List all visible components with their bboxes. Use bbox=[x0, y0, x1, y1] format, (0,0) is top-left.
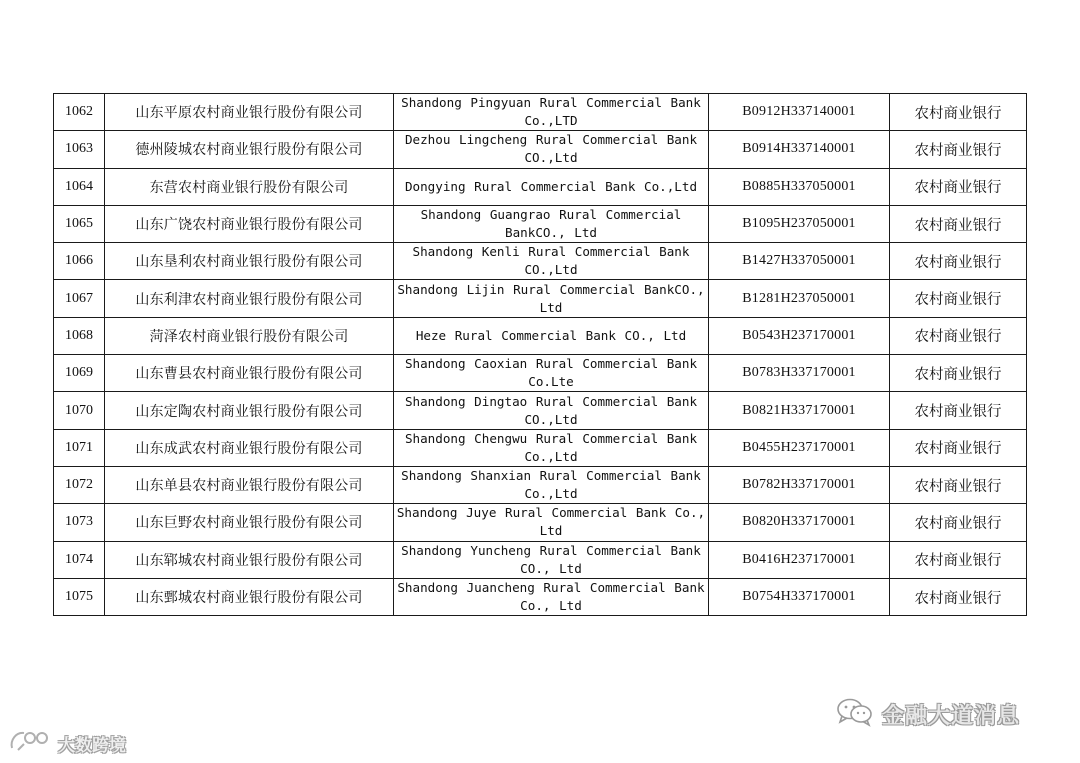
institution-code: B0455H237170001 bbox=[709, 429, 890, 466]
english-name: Dongying Rural Commercial Bank Co.,Ltd bbox=[394, 168, 709, 205]
watermark-brand bbox=[8, 728, 126, 758]
row-number: 1063 bbox=[54, 131, 105, 168]
row-number: 1069 bbox=[54, 355, 105, 392]
institution-code: B0783H337170001 bbox=[709, 355, 890, 392]
english-name: Shandong Juye Rural Commercial Bank Co., Ltd bbox=[394, 504, 709, 541]
institution-type: 农村商业银行 bbox=[890, 429, 1027, 466]
institution-type: 农村商业银行 bbox=[890, 205, 1027, 242]
english-name: Shandong Guangrao Rural Commercial BankCO., Ltd bbox=[394, 205, 709, 242]
chinese-name: 山东曹县农村商业银行股份有限公司 bbox=[105, 355, 394, 392]
institution-type: 农村商业银行 bbox=[890, 168, 1027, 205]
institution-code: B0821H337170001 bbox=[709, 392, 890, 429]
row-number: 1067 bbox=[54, 280, 105, 317]
chinese-name: 东营农村商业银行股份有限公司 bbox=[105, 168, 394, 205]
table-row bbox=[54, 94, 1027, 131]
table-row bbox=[54, 466, 1027, 503]
row-number: 1073 bbox=[54, 504, 105, 541]
english-name: Shandong Kenli Rural Commercial Bank CO.,Ltd bbox=[394, 243, 709, 280]
row-number: 1072 bbox=[54, 466, 105, 503]
institution-type: 农村商业银行 bbox=[890, 504, 1027, 541]
row-number: 1074 bbox=[54, 541, 105, 578]
institution-type: 农村商业银行 bbox=[890, 131, 1027, 168]
table-row bbox=[54, 504, 1027, 541]
table-row bbox=[54, 280, 1027, 317]
institution-code: B0820H337170001 bbox=[709, 504, 890, 541]
table-row bbox=[54, 205, 1027, 242]
row-number: 1062 bbox=[54, 94, 105, 131]
chinese-name: 菏泽农村商业银行股份有限公司 bbox=[105, 317, 394, 354]
english-name: Shandong Caoxian Rural Commercial Bank Co.Lte bbox=[394, 355, 709, 392]
institution-type: 农村商业银行 bbox=[890, 243, 1027, 280]
chinese-name: 山东成武农村商业银行股份有限公司 bbox=[105, 429, 394, 466]
english-name: Shandong Yuncheng Rural Commercial Bank CO., Ltd bbox=[394, 541, 709, 578]
institution-type: 农村商业银行 bbox=[890, 466, 1027, 503]
chinese-name: 山东平原农村商业银行股份有限公司 bbox=[105, 94, 394, 131]
english-name: Shandong Pingyuan Rural Commercial Bank Co.,LTD bbox=[394, 94, 709, 131]
chinese-name: 山东垦利农村商业银行股份有限公司 bbox=[105, 243, 394, 280]
english-name: Shandong Lijin Rural Commercial BankCO., Ltd bbox=[394, 280, 709, 317]
chinese-name: 山东巨野农村商业银行股份有限公司 bbox=[105, 504, 394, 541]
table-row bbox=[54, 429, 1027, 466]
bank-table bbox=[53, 93, 1027, 616]
watermark-right-text: 金融大道消息 bbox=[882, 703, 1021, 729]
chinese-name: 德州陵城农村商业银行股份有限公司 bbox=[105, 131, 394, 168]
row-number: 1071 bbox=[54, 429, 105, 466]
institution-code: B0543H237170001 bbox=[709, 317, 890, 354]
institution-code: B0782H337170001 bbox=[709, 466, 890, 503]
institution-type: 农村商业银行 bbox=[890, 578, 1027, 615]
institution-code: B1095H237050001 bbox=[709, 205, 890, 242]
institution-type: 农村商业银行 bbox=[890, 541, 1027, 578]
english-name: Heze Rural Commercial Bank CO., Ltd bbox=[394, 317, 709, 354]
chinese-name: 山东利津农村商业银行股份有限公司 bbox=[105, 280, 394, 317]
english-name: Shandong Shanxian Rural Commercial Bank Co.,Ltd bbox=[394, 466, 709, 503]
table-row bbox=[54, 578, 1027, 615]
row-number: 1070 bbox=[54, 392, 105, 429]
chinese-name: 山东定陶农村商业银行股份有限公司 bbox=[105, 392, 394, 429]
institution-code: B0754H337170001 bbox=[709, 578, 890, 615]
english-name: Shandong Chengwu Rural Commercial Bank Co.,Ltd bbox=[394, 429, 709, 466]
row-number: 1075 bbox=[54, 578, 105, 615]
chinese-name: 山东郓城农村商业银行股份有限公司 bbox=[105, 541, 394, 578]
institution-code: B0416H237170001 bbox=[709, 541, 890, 578]
table-row bbox=[54, 355, 1027, 392]
row-number: 1068 bbox=[54, 317, 105, 354]
chinese-name: 山东单县农村商业银行股份有限公司 bbox=[105, 466, 394, 503]
chinese-name: 山东鄄城农村商业银行股份有限公司 bbox=[105, 578, 394, 615]
table-row bbox=[54, 131, 1027, 168]
institution-type: 农村商业银行 bbox=[890, 355, 1027, 392]
institution-code: B1281H237050001 bbox=[709, 280, 890, 317]
table-row bbox=[54, 243, 1027, 280]
institution-type: 农村商业银行 bbox=[890, 317, 1027, 354]
row-number: 1066 bbox=[54, 243, 105, 280]
english-name: Dezhou Lingcheng Rural Commercial Bank CO.,Ltd bbox=[394, 131, 709, 168]
table-row bbox=[54, 168, 1027, 205]
watermark-left-text: 大数跨境 bbox=[58, 735, 126, 756]
row-number: 1064 bbox=[54, 168, 105, 205]
chinese-name: 山东广饶农村商业银行股份有限公司 bbox=[105, 205, 394, 242]
watermark-wechat bbox=[836, 697, 1020, 731]
institution-code: B0885H337050001 bbox=[709, 168, 890, 205]
row-number: 1065 bbox=[54, 205, 105, 242]
wechat-icon bbox=[836, 697, 874, 731]
institution-type: 农村商业银行 bbox=[890, 392, 1027, 429]
institution-type: 农村商业银行 bbox=[890, 94, 1027, 131]
institution-code: B0912H337140001 bbox=[709, 94, 890, 131]
bank-table-body bbox=[54, 94, 1027, 616]
brand-logo-icon bbox=[8, 728, 52, 758]
institution-code: B0914H337140001 bbox=[709, 131, 890, 168]
table-row bbox=[54, 541, 1027, 578]
institution-code: B1427H337050001 bbox=[709, 243, 890, 280]
table-row bbox=[54, 317, 1027, 354]
table-row bbox=[54, 392, 1027, 429]
english-name: Shandong Dingtao Rural Commercial Bank CO.,Ltd bbox=[394, 392, 709, 429]
english-name: Shandong Juancheng Rural Commercial Bank Co., Ltd bbox=[394, 578, 709, 615]
institution-type: 农村商业银行 bbox=[890, 280, 1027, 317]
